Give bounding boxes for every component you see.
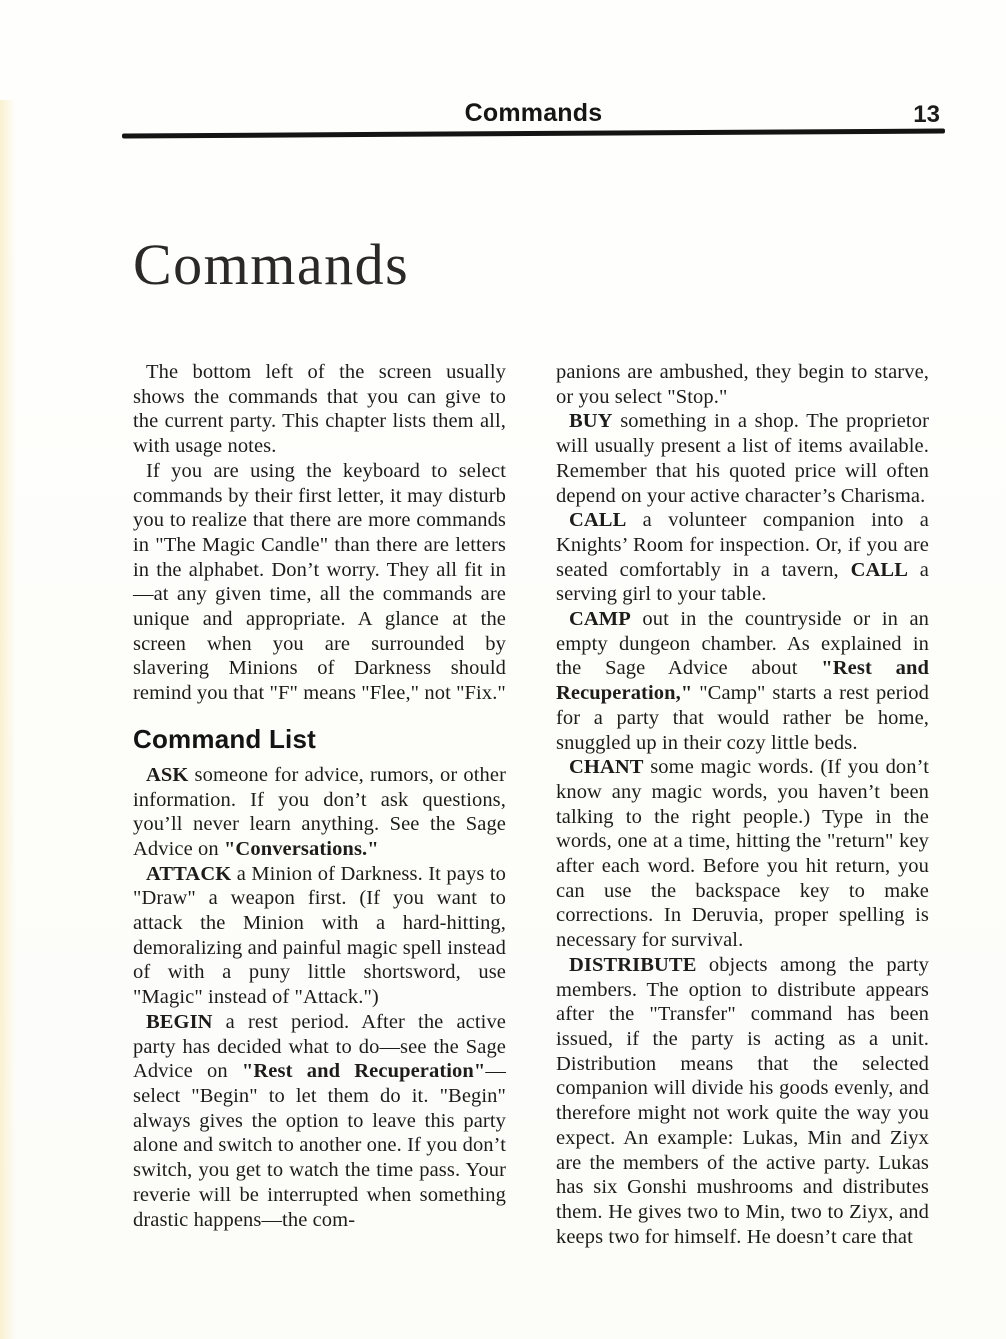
paragraph [133,459,506,706]
running-header-title: Commands [464,99,603,127]
bold-text-run: BUY [569,410,613,433]
bold-text-run: ASK [146,763,189,786]
text-run: objects among the party members. The option to distribute appears after the "Transfer" command has been issued, if the party is acting as a unit. Distribution means that the selected companion will divide his goods evenly, and therefore might not work quite the way you expect. An example: Lukas, Min and Ziyx are the members of the active party. Lukas has six Gonshi mushrooms and distributes them. He gives two to Min, two to Ziyx, and keeps two for himself. He doesn’t care that [556,953,929,1248]
text-run: a Minion of Darkness. It pays to "Draw" a weapon first. (If you want to attack the Minion with a hard-hitting, demoralizing and painful magic spell instead of with a puny little shortsword, use "Magic" instead of "Attack.") [133,862,506,1009]
text-run: someone for advice, rumors, or other information. If you don’t ask questions, you’ll never learn anything. See the Sage Advice on [133,763,506,860]
bold-text-run: BEGIN [146,1010,213,1033]
page-edge-shading [0,100,16,1339]
paragraph [556,607,929,755]
two-column-body [133,360,929,1249]
text-run: some magic words. (If you don’t know any magic words, you haven’t been talking to the right people.) Type in the words, one at a time, hitting the "return" key after each word. Before you hit return, you can use the backspace key to make corrections. In Deruvia, proper spelling is necessary for survival. [556,756,929,952]
text-run: out in the countryside or in an empty dungeon chamber. As explained in the Sage Advice about [556,608,929,680]
text-run: panions are ambushed, they begin to starve, or you select "Stop." [556,361,929,408]
text-run: a serving girl to your table. [556,558,929,606]
paragraph [133,862,506,1010]
text-run: If you are using the keyboard to select commands by their first letter, it may disturb you to realize that there are more commands in "The Magic Candle" than there are letters in the alphabet. Don’t worry. They all fit in—at any given time, all the commands are unique and appropriate. A glance at the screen when you are surrounded by slavering Minions of Darkness should remind you that "F" means "Flee," not "Fix." [133,459,506,705]
text-run: "Camp" starts a rest period for a party that would rather be home, snuggled up in their cozy little beds. [556,682,929,754]
page-number: 13 [913,101,940,128]
right-column [556,360,929,1249]
header-rule [122,128,945,138]
text-run: —select "Begin" to let them do it. "Begin" always gives the option to leave this party alone and switch to another one. If you don’t switch, you get to watch the time pass. Your reverie will be interrupted when something drastic happens—the com- [133,1060,506,1231]
text-run: a volunteer companion into a Knights’ Room for inspection. Or, if you are seated comfortably in a tavern, [556,509,929,581]
text-run: a rest period. After the active party has decided what to do—see the Sage Advice on [133,1010,506,1083]
bold-text-run: ATTACK [146,862,232,885]
paragraph [133,360,506,459]
text-run: something in a shop. The proprietor will usually present a list of items available. Remember that his quoted price will often depend on your active character’s Charisma. [556,410,929,507]
bold-text-run: CALL [569,509,627,532]
paragraph [556,409,929,508]
bold-text-run: CHANT [569,756,644,779]
bold-text-run: DISTRIBUTE [569,953,697,976]
section-heading: Command List [133,723,316,754]
paragraph [133,763,506,862]
bold-text-run: "Rest and Recuperation" [241,1060,486,1083]
bold-text-run: "Conversations." [223,837,379,860]
paragraph [133,1010,506,1232]
text-run: The bottom left of the screen usually shows the commands that you can give to the current party. This chapter lists them all, with usage notes. [133,361,506,458]
paragraph [556,953,929,1249]
paragraph [556,755,929,953]
chapter-title: Commands [133,232,410,297]
paragraph [556,508,929,607]
bold-text-run: CAMP [569,608,631,631]
bold-text-run: "Rest and Recuperation," [556,657,929,705]
left-column [133,360,506,1249]
paragraph [556,360,929,409]
bold-text-run: CALL [850,558,908,581]
